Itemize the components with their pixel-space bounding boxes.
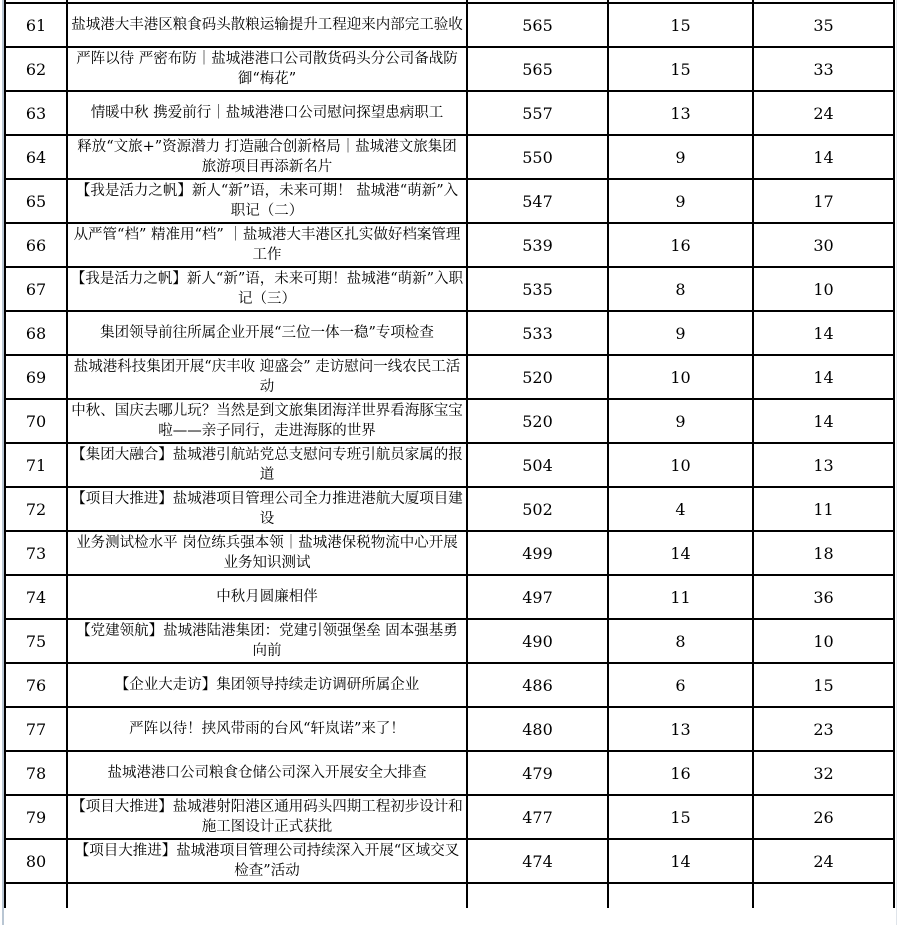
- value-cell-3[interactable]: 10: [753, 619, 894, 663]
- row-number-cell[interactable]: 80: [5, 839, 67, 883]
- value-cell-1[interactable]: 499: [467, 531, 608, 575]
- table-row: [5, 223, 894, 267]
- table-row: [5, 795, 894, 839]
- table-row: [5, 267, 894, 311]
- value-cell-2[interactable]: 15: [608, 47, 753, 91]
- row-number-cell[interactable]: 65: [5, 179, 67, 223]
- value-cell-3[interactable]: 14: [753, 355, 894, 399]
- row-number-cell[interactable]: 61: [5, 3, 67, 47]
- table-row: [5, 751, 894, 795]
- value-cell-3[interactable]: 14: [753, 135, 894, 179]
- article-title-cell[interactable]: 中秋月圆廉相伴: [67, 575, 467, 619]
- row-number-cell[interactable]: 77: [5, 707, 67, 751]
- article-title-cell[interactable]: 中秋、国庆去哪儿玩？当然是到文旅集团海洋世界看海豚宝宝啦——亲子同行，走进海豚的世界: [67, 399, 467, 443]
- value-cell-3[interactable]: 26: [753, 795, 894, 839]
- value-cell-1[interactable]: 486: [467, 663, 608, 707]
- value-cell-3[interactable]: 15: [753, 663, 894, 707]
- row-number-cell[interactable]: 62: [5, 47, 67, 91]
- row-number-cell[interactable]: 79: [5, 795, 67, 839]
- row-number-cell[interactable]: 66: [5, 223, 67, 267]
- table-row: [5, 707, 894, 751]
- value-cell-2[interactable]: 8: [608, 267, 753, 311]
- empty-cell: [753, 883, 894, 908]
- table-row: [5, 311, 894, 355]
- article-title-cell[interactable]: 【企业大走访】集团领导持续走访调研所属企业: [67, 663, 467, 707]
- row-number-cell[interactable]: 64: [5, 135, 67, 179]
- value-cell-3[interactable]: 24: [753, 839, 894, 883]
- value-cell-2[interactable]: 10: [608, 443, 753, 487]
- row-number-cell[interactable]: 72: [5, 487, 67, 531]
- value-cell-1[interactable]: 565: [467, 47, 608, 91]
- article-title-cell[interactable]: 盐城港大丰港区粮食码头散粮运输提升工程迎来内部完工验收: [67, 3, 467, 47]
- value-cell-2[interactable]: 9: [608, 399, 753, 443]
- article-title-cell[interactable]: 盐城港港口公司粮食仓储公司深入开展安全大排查: [67, 751, 467, 795]
- value-cell-1[interactable]: 535: [467, 267, 608, 311]
- article-title-cell[interactable]: 【党建领航】盐城港陆港集团：党建引领强堡垒 固本强基勇向前: [67, 619, 467, 663]
- value-cell-2[interactable]: 13: [608, 707, 753, 751]
- value-cell-2[interactable]: 14: [608, 839, 753, 883]
- value-cell-2[interactable]: 9: [608, 311, 753, 355]
- value-cell-2[interactable]: 10: [608, 355, 753, 399]
- value-cell-3[interactable]: 10: [753, 267, 894, 311]
- article-title-cell[interactable]: 【项目大推进】盐城港项目管理公司持续深入开展“区域交叉检查”活动: [67, 839, 467, 883]
- table-row: [5, 3, 894, 47]
- row-number-cell[interactable]: 70: [5, 399, 67, 443]
- article-title-cell[interactable]: 【集团大融合】盐城港引航站党总支慰问专班引航员家属的报道: [67, 443, 467, 487]
- value-cell-1[interactable]: 539: [467, 223, 608, 267]
- article-title-cell[interactable]: 严阵以待！挟风带雨的台风“轩岚诺”来了！: [67, 707, 467, 751]
- value-cell-3[interactable]: 13: [753, 443, 894, 487]
- row-number-cell[interactable]: 73: [5, 531, 67, 575]
- row-number-cell[interactable]: 75: [5, 619, 67, 663]
- sheet-gridline-right: [896, 0, 897, 925]
- article-title-cell[interactable]: 【项目大推进】盐城港射阳港区通用码头四期工程初步设计和施工图设计正式获批: [67, 795, 467, 839]
- value-cell-2[interactable]: 16: [608, 751, 753, 795]
- table-row: [5, 399, 894, 443]
- value-cell-3[interactable]: 32: [753, 751, 894, 795]
- value-cell-2[interactable]: 15: [608, 795, 753, 839]
- value-cell-3[interactable]: 35: [753, 3, 894, 47]
- row-number-cell[interactable]: 68: [5, 311, 67, 355]
- empty-cell: [5, 883, 67, 908]
- value-cell-2[interactable]: 15: [608, 3, 753, 47]
- article-title-cell[interactable]: 【我是活力之帆】新人“新”语，未来可期！盐城港“萌新”入职记（三）: [67, 267, 467, 311]
- table-row: [5, 619, 894, 663]
- article-stats-table: [4, 0, 895, 908]
- article-title-cell[interactable]: 情暖中秋 携爱前行｜盐城港港口公司慰问探望患病职工: [67, 91, 467, 135]
- value-cell-1[interactable]: 504: [467, 443, 608, 487]
- table-row: [5, 47, 894, 91]
- value-cell-1[interactable]: 480: [467, 707, 608, 751]
- value-cell-2[interactable]: 14: [608, 531, 753, 575]
- row-number-cell[interactable]: 63: [5, 91, 67, 135]
- table-row: [5, 443, 894, 487]
- value-cell-1[interactable]: 520: [467, 399, 608, 443]
- table-row: [5, 575, 894, 619]
- value-cell-1[interactable]: 547: [467, 179, 608, 223]
- article-title-cell[interactable]: 严阵以待 严密布防｜盐城港港口公司散货码头分公司备战防御“梅花”: [67, 47, 467, 91]
- value-cell-1[interactable]: 490: [467, 619, 608, 663]
- empty-cell: [467, 883, 608, 908]
- table-row: [5, 179, 894, 223]
- partial-row-bottom: [5, 883, 894, 908]
- value-cell-1[interactable]: 497: [467, 575, 608, 619]
- table-body: [5, 0, 894, 908]
- value-cell-1[interactable]: 557: [467, 91, 608, 135]
- row-number-cell[interactable]: 78: [5, 751, 67, 795]
- value-cell-1[interactable]: 565: [467, 3, 608, 47]
- value-cell-1[interactable]: 477: [467, 795, 608, 839]
- value-cell-3[interactable]: 36: [753, 575, 894, 619]
- value-cell-1[interactable]: 520: [467, 355, 608, 399]
- value-cell-3[interactable]: 18: [753, 531, 894, 575]
- value-cell-3[interactable]: 11: [753, 487, 894, 531]
- value-cell-1[interactable]: 550: [467, 135, 608, 179]
- value-cell-1[interactable]: 502: [467, 487, 608, 531]
- value-cell-3[interactable]: 17: [753, 179, 894, 223]
- row-number-cell[interactable]: 76: [5, 663, 67, 707]
- table-row: [5, 355, 894, 399]
- article-title-cell[interactable]: 集团领导前往所属企业开展“三位一体一稳”专项检查: [67, 311, 467, 355]
- article-title-cell[interactable]: 释放“文旅+”资源潜力 打造融合创新格局｜盐城港文旅集团旅游项目再添新名片: [67, 135, 467, 179]
- empty-cell: [608, 883, 753, 908]
- row-number-cell[interactable]: 74: [5, 575, 67, 619]
- row-number-cell[interactable]: 67: [5, 267, 67, 311]
- table-row: [5, 663, 894, 707]
- value-cell-2[interactable]: 8: [608, 619, 753, 663]
- value-cell-3[interactable]: 14: [753, 399, 894, 443]
- empty-cell: [67, 883, 467, 908]
- table-row: [5, 839, 894, 883]
- table-row: [5, 487, 894, 531]
- value-cell-3[interactable]: 14: [753, 311, 894, 355]
- table-row: [5, 91, 894, 135]
- value-cell-2[interactable]: 6: [608, 663, 753, 707]
- article-title-cell[interactable]: 从严管“档” 精准用“档” ｜盐城港大丰港区扎实做好档案管理工作: [67, 223, 467, 267]
- article-title-cell[interactable]: 【项目大推进】盐城港项目管理公司全力推进港航大厦项目建设: [67, 487, 467, 531]
- value-cell-3[interactable]: 33: [753, 47, 894, 91]
- row-number-cell[interactable]: 69: [5, 355, 67, 399]
- value-cell-3[interactable]: 24: [753, 91, 894, 135]
- table-row: [5, 531, 894, 575]
- value-cell-2[interactable]: 13: [608, 91, 753, 135]
- value-cell-2[interactable]: 4: [608, 487, 753, 531]
- article-title-cell[interactable]: 盐城港科技集团开展“庆丰收 迎盛会” 走访慰问一线农民工活动: [67, 355, 467, 399]
- table-row: [5, 135, 894, 179]
- article-title-cell[interactable]: 业务测试检水平 岗位练兵强本领｜盐城港保税物流中心开展业务知识测试: [67, 531, 467, 575]
- value-cell-2[interactable]: 11: [608, 575, 753, 619]
- row-number-cell[interactable]: 71: [5, 443, 67, 487]
- value-cell-1[interactable]: 479: [467, 751, 608, 795]
- value-cell-2[interactable]: 9: [608, 135, 753, 179]
- value-cell-2[interactable]: 16: [608, 223, 753, 267]
- article-title-cell[interactable]: 【我是活力之帆】新人“新”语，未来可期！ 盐城港“萌新”入职记（二）: [67, 179, 467, 223]
- value-cell-3[interactable]: 23: [753, 707, 894, 751]
- value-cell-1[interactable]: 474: [467, 839, 608, 883]
- value-cell-1[interactable]: 533: [467, 311, 608, 355]
- value-cell-3[interactable]: 30: [753, 223, 894, 267]
- value-cell-2[interactable]: 9: [608, 179, 753, 223]
